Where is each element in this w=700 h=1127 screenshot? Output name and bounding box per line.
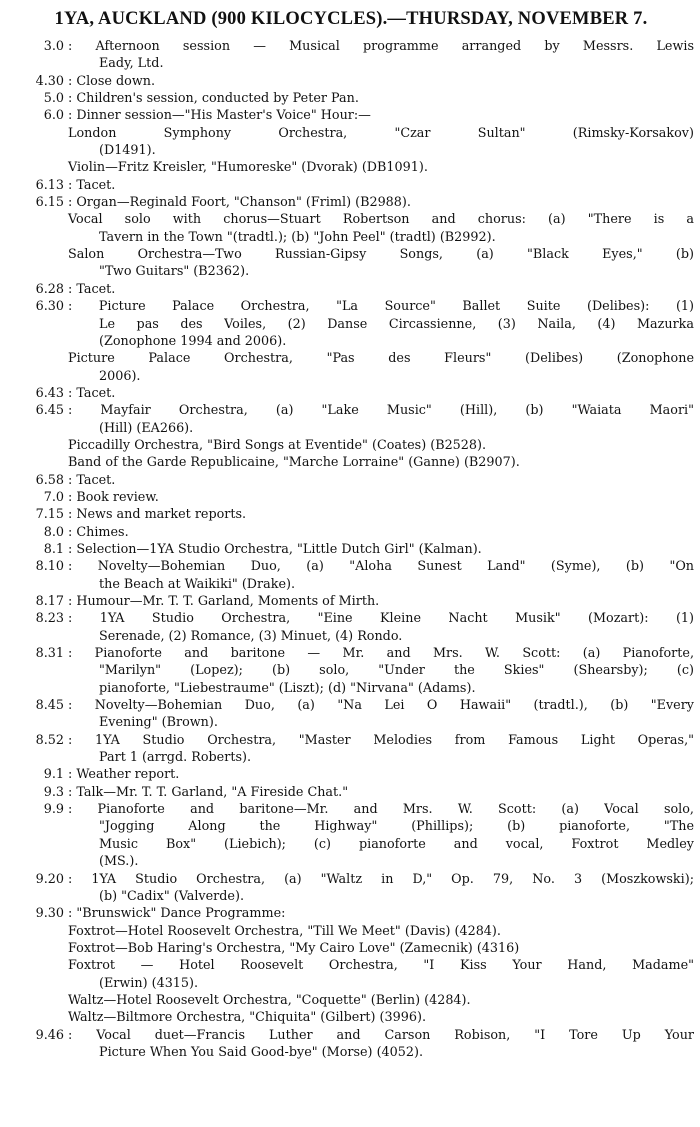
- entry-text: [68, 1027, 694, 1062]
- entry-line: : Book review.: [68, 489, 159, 505]
- schedule-entry: [8, 107, 694, 176]
- entry-line: London Symphony Orchestra, "Czar Sultan" (Rimsky-Korsakov): [68, 125, 694, 141]
- entry-time: 7.0: [43, 489, 64, 505]
- entry-time: 9.9: [43, 802, 64, 818]
- entry-line: : Close down.: [68, 73, 156, 89]
- entry-time: 4.30: [35, 73, 64, 89]
- entry-line: (D1491).: [99, 143, 156, 159]
- entry-line: Waltz—Biltmore Orchestra, "Chiquita" (Gilbert) (3996).: [68, 1010, 427, 1026]
- entry-line: : News and market reports.: [68, 507, 247, 523]
- schedule-entry: [8, 1027, 694, 1062]
- entry-time: 6.58: [35, 472, 64, 488]
- entry-line: Picture When You Said Good-bye" (Morse) (4052).: [99, 1044, 424, 1060]
- entry-line: : Novelty—Bohemian Duo, (a) "Na Lei O Hawaii" (tradtl.), (b) "Every: [68, 698, 694, 714]
- entry-time: 7.15: [35, 507, 64, 523]
- entry-line: : Pianoforte and baritone — Mr. and Mrs. W. Scott: (a) Pianoforte,: [68, 646, 694, 662]
- entry-line: : "Brunswick" Dance Programme:: [68, 906, 286, 922]
- schedule-entry: [8, 784, 694, 801]
- schedule-entry: [8, 385, 694, 402]
- entry-text: [68, 38, 694, 73]
- entry-text: [68, 558, 694, 593]
- entry-time: 8.23: [35, 611, 64, 627]
- entry-line: (b) "Cadix" (Valverde).: [99, 888, 245, 904]
- entry-line: : 1YA Studio Orchestra, "Eine Kleine Nacht Musik" (Mozart): (1): [68, 611, 694, 627]
- entry-line: Le pas des Voiles, (2) Danse Circassienne, (3) Naila, (4) Mazurka: [99, 316, 694, 332]
- schedule-entry: [8, 697, 694, 732]
- schedule-entry: [8, 90, 694, 107]
- entry-line: "Two Guitars" (B2362).: [99, 264, 250, 280]
- entry-line: : Pianoforte and baritone—Mr. and Mrs. W. Scott: (a) Vocal solo,: [68, 802, 694, 818]
- schedule-entry: [8, 402, 694, 471]
- entry-line: : Vocal duet—Francis Luther and Carson Robison, "I Tore Up Your: [68, 1027, 694, 1043]
- entry-text: [68, 593, 694, 610]
- entry-text: [68, 541, 694, 558]
- entry-time: 8.52: [35, 732, 64, 748]
- entry-line: "Marilyn" (Lopez); (b) solo, "Under the Skies" (Shearsby); (c): [99, 663, 694, 679]
- entry-line: Part 1 (arrgd. Roberts).: [99, 750, 252, 766]
- entry-line: : Tacet.: [68, 281, 116, 297]
- entry-text: [68, 610, 694, 645]
- schedule-entry: [8, 645, 694, 697]
- entry-line: Foxtrot—Hotel Roosevelt Orchestra, "Till We Meet" (Davis) (4284).: [68, 923, 501, 939]
- entry-text: [68, 177, 694, 194]
- entry-time: 6.13: [35, 177, 64, 193]
- schedule-entry: [8, 524, 694, 541]
- entry-line: : Afternoon session — Musical programme arranged by Messrs. Lewis: [68, 39, 694, 54]
- entry-line: Salon Orchestra—Two Russian-Gipsy Songs, (a) "Black Eyes," (b): [68, 247, 694, 263]
- entry-line: (MS.).: [99, 854, 139, 870]
- entry-time: 8.0: [43, 524, 64, 540]
- entry-time: 6.0: [43, 108, 64, 124]
- entry-line: : Humour—Mr. T. T. Garland, Moments of Mirth.: [68, 594, 380, 609]
- entry-time: 9.30: [35, 906, 64, 922]
- schedule-entry: [8, 489, 694, 506]
- entry-text: [68, 90, 694, 107]
- entry-time: 6.43: [35, 385, 64, 401]
- entry-text: [68, 385, 694, 402]
- schedule-entry: [8, 73, 694, 90]
- entry-line: : Tacet.: [68, 472, 116, 488]
- entry-text: [68, 281, 694, 298]
- entry-text: [68, 506, 694, 523]
- entry-text: [68, 801, 694, 870]
- entry-time: 9.3: [43, 784, 64, 800]
- entry-text: [68, 784, 694, 801]
- entry-line: "Jogging Along the Highway" (Phillips); (b) pianoforte, "The: [99, 819, 694, 835]
- schedule-entry: [8, 610, 694, 645]
- entry-line: Piccadilly Orchestra, "Bird Songs at Eventide" (Coates) (B2528).: [68, 437, 487, 453]
- entry-line: : Picture Palace Orchestra, "La Source" Ballet Suite (Delibes): (1): [68, 299, 694, 315]
- schedule-entry: [8, 801, 694, 870]
- schedule-entry: [8, 298, 694, 385]
- entry-time: 8.31: [35, 646, 64, 662]
- entry-text: [68, 905, 694, 1026]
- schedule-entry: [8, 194, 694, 281]
- entry-text: [68, 194, 694, 281]
- entry-line: Eady, Ltd.: [99, 56, 164, 72]
- entry-line: : Tacet.: [68, 177, 116, 193]
- entry-text: [68, 472, 694, 489]
- entry-line: Foxtrot — Hotel Roosevelt Orchestra, "I Kiss Your Hand, Madame": [68, 958, 694, 974]
- entry-time: 5.0: [43, 91, 64, 107]
- programme-schedule: [8, 38, 694, 1061]
- entry-text: [68, 697, 694, 732]
- schedule-entry: [8, 871, 694, 906]
- schedule-entry: [8, 281, 694, 298]
- entry-line: Foxtrot—Bob Haring's Orchestra, "My Cairo Love" (Zamecnik) (4316): [68, 940, 520, 956]
- entry-line: 2006).: [99, 368, 141, 384]
- station-heading: 1YA, AUCKLAND (900 KILOCYCLES).—THURSDAY, NOVEMBER 7.: [54, 9, 648, 29]
- entry-time: 9.1: [43, 767, 64, 783]
- schedule-entry: [8, 905, 694, 1026]
- entry-text: [68, 298, 694, 385]
- entry-time: 3.0: [43, 39, 64, 54]
- schedule-entry: [8, 506, 694, 523]
- entry-time: 8.17: [35, 594, 64, 609]
- entry-line: : Organ—Reginald Foort, "Chanson" (Friml) (B2988).: [68, 195, 411, 211]
- schedule-entry: [8, 558, 694, 593]
- entry-line: : Tacet.: [68, 385, 116, 401]
- entry-line: Tavern in the Town "(tradtl.); (b) "John Peel" (tradtl) (B2992).: [99, 229, 496, 245]
- entry-text: [68, 73, 694, 90]
- entry-line: : Mayfair Orchestra, (a) "Lake Music" (Hill), (b) "Waiata Maori": [68, 403, 694, 419]
- schedule-entry: [8, 732, 694, 767]
- entry-time: 8.45: [35, 698, 64, 714]
- entry-text: [68, 871, 694, 906]
- entry-line: (Erwin) (4315).: [99, 975, 199, 991]
- schedule-entry: [8, 766, 694, 783]
- entry-line: Violin—Fritz Kreisler, "Humoreske" (Dvorak) (DB1091).: [68, 160, 428, 176]
- entry-line: Picture Palace Orchestra, "Pas des Fleurs" (Delibes) (Zonophone: [68, 351, 694, 367]
- entry-line: : Selection—1YA Studio Orchestra, "Little Dutch Girl" (Kalman).: [68, 541, 482, 557]
- entry-line: Band of the Garde Republicaine, "Marche Lorraine" (Ganne) (B2907).: [68, 455, 520, 471]
- entry-time: 8.10: [35, 559, 64, 575]
- entry-line: (Zonophone 1994 and 2006).: [99, 333, 287, 349]
- schedule-entry: [8, 472, 694, 489]
- entry-text: [68, 524, 694, 541]
- entry-line: Vocal solo with chorus—Stuart Robertson and chorus: (a) "There is a: [68, 212, 694, 228]
- entry-line: the Beach at Waikiki" (Drake).: [99, 576, 296, 592]
- entry-line: Serenade, (2) Romance, (3) Minuet, (4) Rondo.: [99, 628, 403, 644]
- entry-line: : Chimes.: [68, 524, 129, 540]
- entry-time: 8.1: [43, 541, 64, 557]
- schedule-entry: [8, 38, 694, 73]
- entry-line: pianoforte, "Liebestraume" (Liszt); (d) "Nirvana" (Adams).: [99, 680, 476, 696]
- entry-line: : Talk—Mr. T. T. Garland, "A Fireside Chat.": [68, 784, 349, 800]
- entry-text: [68, 645, 694, 697]
- entry-time: 6.30: [35, 299, 64, 315]
- entry-text: [68, 766, 694, 783]
- entry-line: : Children's session, conducted by Peter Pan.: [68, 91, 359, 107]
- schedule-entry: [8, 593, 694, 610]
- entry-line: Music Box" (Liebich); (c) pianoforte and vocal, Foxtrot Medley: [99, 836, 694, 852]
- entry-line: Waltz—Hotel Roosevelt Orchestra, "Coquette" (Berlin) (4284).: [68, 992, 471, 1008]
- entry-line: : Weather report.: [68, 767, 180, 783]
- entry-line: : 1YA Studio Orchestra, (a) "Waltz in D," Op. 79, No. 3 (Moszkowski);: [68, 871, 694, 887]
- entry-time: 6.15: [35, 195, 64, 211]
- entry-text: [68, 402, 694, 471]
- entry-line: : Novelty—Bohemian Duo, (a) "Aloha Sunest Land" (Syme), (b) "On: [68, 559, 694, 575]
- entry-time: 6.28: [35, 281, 64, 297]
- entry-time: 9.46: [35, 1027, 64, 1043]
- entry-line: Evening" (Brown).: [99, 715, 218, 731]
- schedule-entry: [8, 177, 694, 194]
- entry-line: : 1YA Studio Orchestra, "Master Melodies from Famous Light Operas,": [68, 732, 694, 748]
- entry-time: 6.45: [35, 403, 64, 419]
- entry-time: 9.20: [35, 871, 64, 887]
- entry-line: : Dinner session—"His Master's Voice" Hour:—: [68, 108, 371, 124]
- entry-text: [68, 107, 694, 176]
- entry-text: [68, 489, 694, 506]
- schedule-entry: [8, 541, 694, 558]
- entry-line: (Hill) (EA266).: [99, 420, 194, 436]
- entry-text: [68, 732, 694, 767]
